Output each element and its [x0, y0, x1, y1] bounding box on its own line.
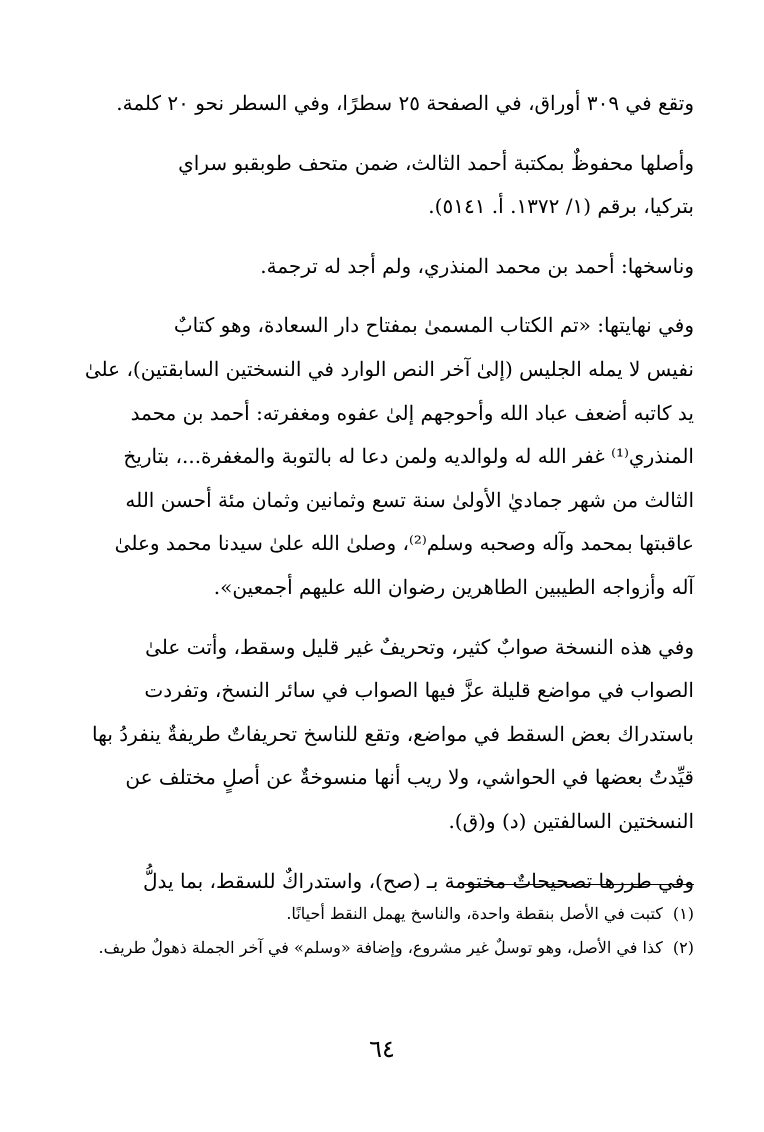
- text-line: وتقع في ٣٠٩ أوراق، في الصفحة ٢٥ سطرًا، وفي السطر نحو ٢٠ كلمة.: [116, 91, 694, 115]
- paragraph-copy-assessment: [70, 626, 694, 844]
- text-line: عاقبتها بمحمد وآله وصحبه وسلم⁽²⁾، وصلىٰ الله علىٰ سيدنا محمد وعلىٰ: [114, 531, 694, 556]
- text-line: وفي هذه النسخة صوابٌ كثير، وتحريفٌ غير قليل وسقط، وأتت علىٰ: [145, 634, 694, 659]
- text-line: وفي نهايتها: «تم الكتاب المسمىٰ بمفتاح دار السعادة، وهو كتابٌ: [173, 313, 694, 338]
- text-line: النسختين السالفتين (د) و(ق).: [448, 808, 694, 833]
- footnote-marker: (١): [672, 904, 694, 923]
- footnote-separator: [462, 884, 694, 885]
- footnotes: [70, 897, 694, 965]
- text-line: وأصلها محفوظٌ بمكتبة أحمد الثالث، ضمن متحف طوبقبو سراي: [178, 150, 694, 175]
- page-number: ٦٤: [369, 1035, 395, 1063]
- text-line: آله وأزواجه الطيبين الطاهرين رضوان الله عليهم أجمعين».: [213, 574, 694, 599]
- footnote-marker: (٢): [672, 938, 694, 957]
- text-line: المنذري⁽¹⁾ غفر الله له ولوالديه ولمن دعا له بالتوبة والمغفرة...، بتاريخ: [123, 444, 694, 469]
- text-line: نفيس لا يمله الجليس (إلىٰ آخر النص الوارد في النسختين السابقتين)، علىٰ: [84, 356, 694, 381]
- paragraph-manuscript-location: [70, 142, 694, 229]
- text-line: الصواب في مواضع قليلة عزَّ فيها الصواب في سائر النسخ، وتفردت: [144, 678, 694, 703]
- text-line: قيِّدتُ بعضها في الحواشي، ولا ريب أنها منسوخةٌ عن أصلٍ مختلف عن: [125, 765, 694, 790]
- footnote-1: [70, 897, 694, 931]
- paragraph-copyist: [70, 245, 694, 289]
- paragraph-colophon: [70, 304, 694, 609]
- paragraph-manuscript-size: [70, 82, 694, 126]
- footnote-2: [70, 931, 694, 965]
- text-line: يد كاتبه أضعف عباد الله وأحوجهم إلىٰ عفوه ومغفرته: أحمد بن محمد: [130, 400, 694, 425]
- footnote-text: كتبت في الأصل بنقطة واحدة، والناسخ يهمل النقط أحيانًا.: [286, 904, 663, 923]
- text-line: بتركيا، برقم (١/ ١٣٧٢. أ. ٥١٤١).: [428, 194, 694, 219]
- footnote-text: كذا في الأصل، وهو توسلٌ غير مشروع، وإضافة «وسلم» في آخر الجملة ذهولٌ طريف.: [98, 938, 663, 957]
- text-line: وناسخها: أحمد بن محمد المنذري، ولم أجد له ترجمة.: [260, 253, 694, 278]
- text-line: باستدراك بعض السقط في مواضع، وتقع للناسخ تحريفاتٌ طريفةٌ ينفردُ بها: [92, 721, 694, 746]
- text-line: وفي طررها تصحيحاتٌ مختومة بـ (صح)، واستدراكٌ للسقط، بما يدلُّ: [143, 868, 694, 893]
- text-line: الثالث من شهر جماديٰ الأولىٰ سنة تسع وثمانين وثمان مئة أحسن الله: [125, 487, 694, 512]
